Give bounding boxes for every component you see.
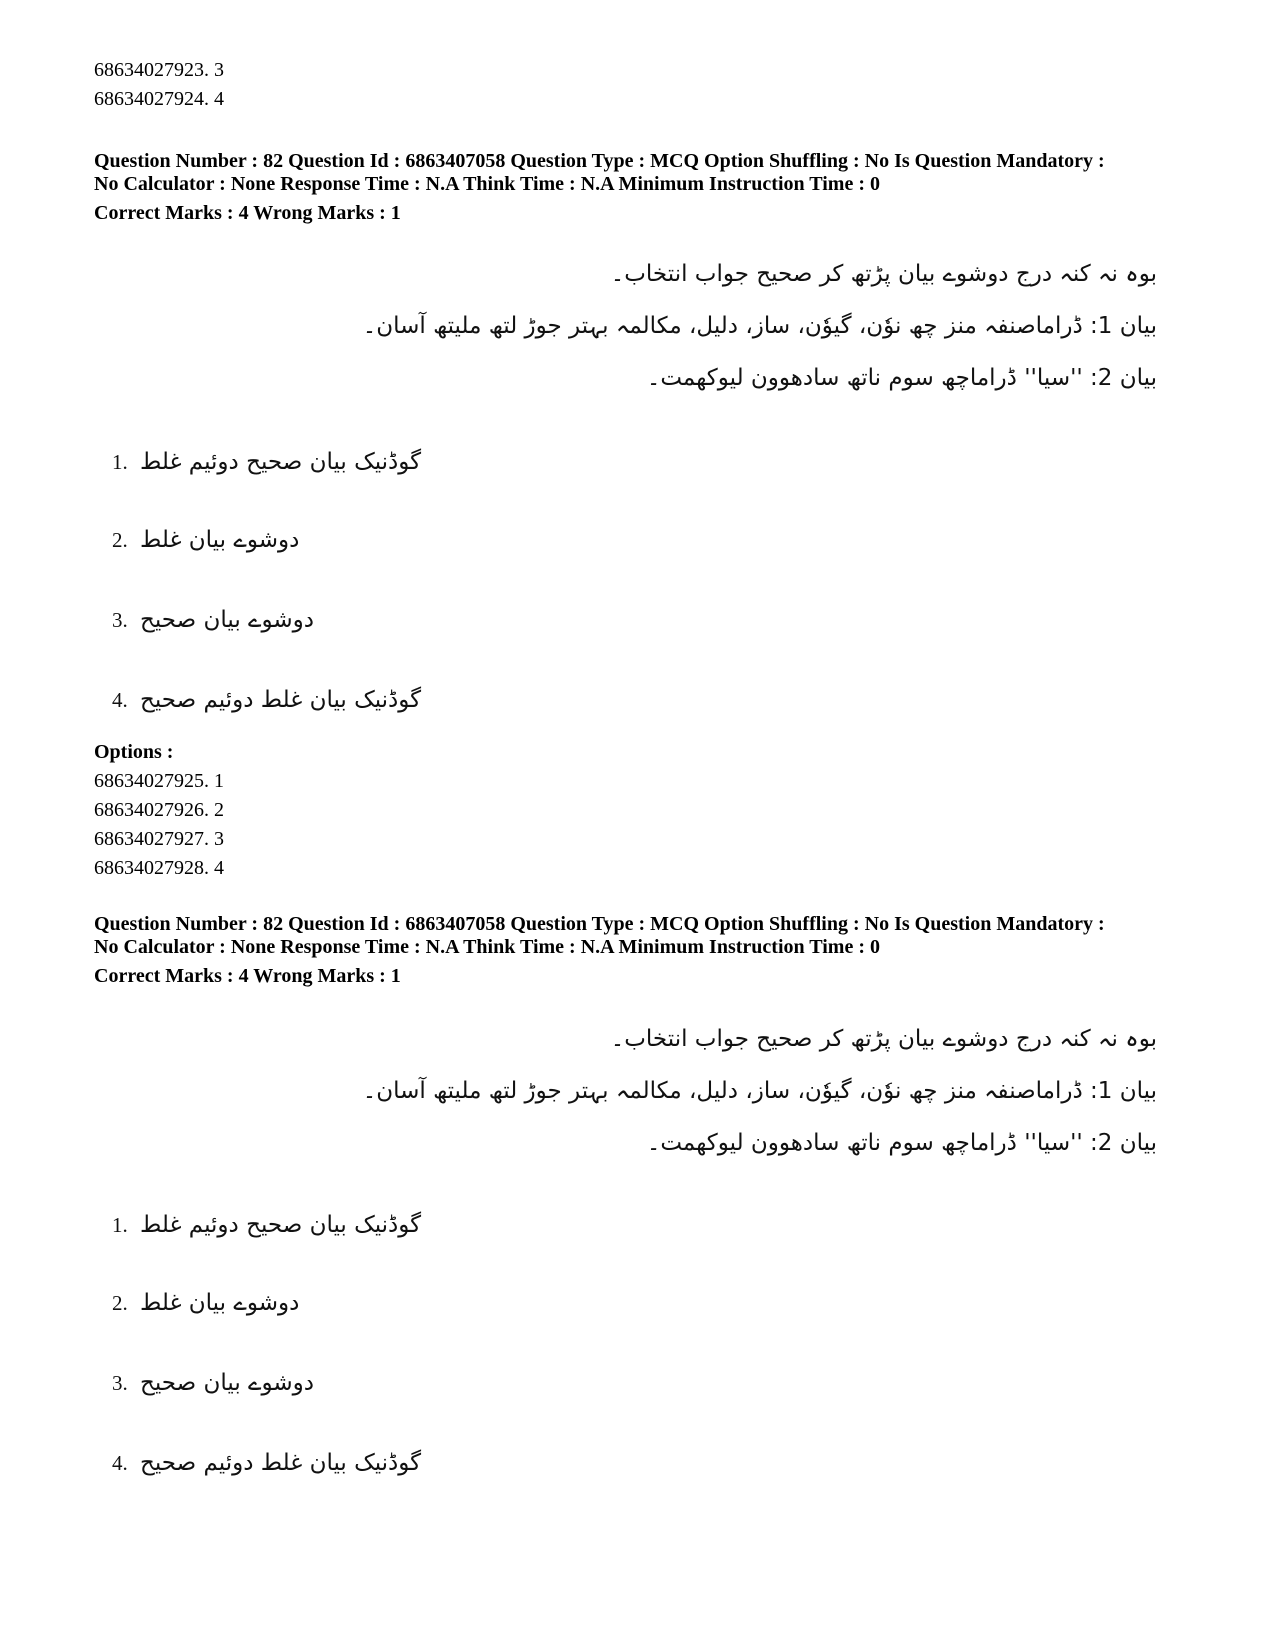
answer-choice-3 xyxy=(112,600,314,640)
stem-line: بیان 2: ''سیا'' ڈراماچھ سوم ناتھ سادھوون لیوکھمت۔ xyxy=(646,1130,1157,1156)
stem-line: بیان 2: ''سیا'' ڈراماچھ سوم ناتھ سادھوون لیوکھمت۔ xyxy=(646,365,1157,391)
previous-options-list xyxy=(94,58,224,116)
question-header-line2: No Calculator : None Response Time : N.A Think Time : N.A Minimum Instruction Time : 0 xyxy=(94,173,880,195)
choice-number: 4. xyxy=(112,687,128,712)
question-header-line1: Question Number : 82 Question Id : 6863407058 Question Type : MCQ Option Shuffling : No Is Question Mandatory : xyxy=(94,913,1105,935)
stem-line: بوہ نہ کنہ درج دوشوے بیان پڑتھ کر صحیح جواب انتخاب۔ xyxy=(610,261,1157,287)
answer-choice-2 xyxy=(112,520,299,560)
choice-text: گوڈنیک بیان غلط دوئیم صحیح xyxy=(140,1450,422,1476)
choice-number: 1. xyxy=(112,449,128,474)
choice-number: 3. xyxy=(112,1370,128,1395)
choice-text: دوشوے بیان غلط xyxy=(140,1290,300,1316)
option-id-line: 68634027925. 1 xyxy=(94,770,224,792)
question-marks: Correct Marks : 4 Wrong Marks : 1 xyxy=(94,965,401,987)
choice-number: 2. xyxy=(112,1290,128,1315)
choice-number: 2. xyxy=(112,527,128,552)
option-id-line: 68634027927. 3 xyxy=(94,828,224,850)
question-stem xyxy=(362,248,1157,404)
option-id-line: 68634027928. 4 xyxy=(94,857,224,879)
question-header-line1: Question Number : 82 Question Id : 6863407058 Question Type : MCQ Option Shuffling : No Is Question Mandatory : xyxy=(94,150,1105,172)
question-header-line2: No Calculator : None Response Time : N.A Think Time : N.A Minimum Instruction Time : 0 xyxy=(94,936,880,958)
answer-choice-2 xyxy=(112,1283,299,1323)
choice-text: گوڈنیک بیان غلط دوئیم صحیح xyxy=(140,687,422,713)
question-header xyxy=(94,913,1204,988)
option-id-line: 68634027923. 3 xyxy=(94,59,224,81)
choice-text: دوشوے بیان غلط xyxy=(140,527,300,553)
choice-text: گوڈنیک بیان صحیح دوئیم غلط xyxy=(140,449,422,475)
stem-line: بیان 1: ڈراماصنفہ منز چھ نوٗن، گیوٗن، ساز، دلیل، مکالمہ بہتر جوڑ لتھ ملیتھ آسان۔ xyxy=(362,313,1157,339)
answer-choice-3 xyxy=(112,1363,314,1403)
choice-number: 4. xyxy=(112,1450,128,1475)
choice-text: دوشوے بیان صحیح xyxy=(140,1370,315,1396)
choice-text: گوڈنیک بیان صحیح دوئیم غلط xyxy=(140,1212,422,1238)
choice-number: 1. xyxy=(112,1212,128,1237)
stem-line: بوہ نہ کنہ درج دوشوے بیان پڑتھ کر صحیح جواب انتخاب۔ xyxy=(610,1026,1157,1052)
answer-choice-1 xyxy=(112,442,421,482)
question-marks: Correct Marks : 4 Wrong Marks : 1 xyxy=(94,202,401,224)
answer-choice-4 xyxy=(112,680,421,720)
options-list xyxy=(94,738,224,883)
stem-line: بیان 1: ڈراماصنفہ منز چھ نوٗن، گیوٗن، ساز، دلیل، مکالمہ بہتر جوڑ لتھ ملیتھ آسان۔ xyxy=(362,1078,1157,1104)
choice-number: 3. xyxy=(112,607,128,632)
options-label: Options : xyxy=(94,741,174,763)
option-id-line: 68634027926. 2 xyxy=(94,799,224,821)
answer-choice-1 xyxy=(112,1205,421,1245)
choice-text: دوشوے بیان صحیح xyxy=(140,607,315,633)
option-id-line: 68634027924. 4 xyxy=(94,88,224,110)
question-stem xyxy=(362,1013,1157,1169)
question-header xyxy=(94,150,1204,225)
answer-choice-4 xyxy=(112,1443,421,1483)
